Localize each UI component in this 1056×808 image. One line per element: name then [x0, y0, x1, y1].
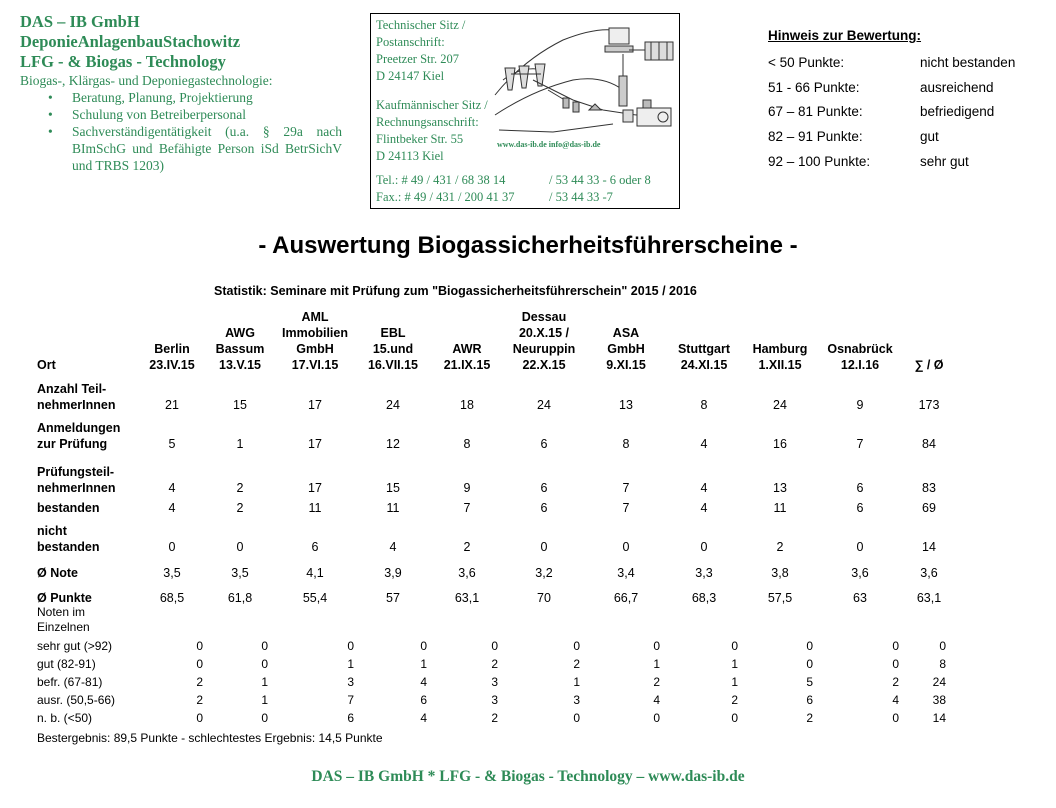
- table-cell: 2: [776, 540, 784, 554]
- rating-row: [768, 55, 1048, 80]
- column-header: 1.XII.15: [758, 358, 802, 372]
- table-cell: 8: [700, 398, 708, 412]
- detail-cell: 0: [196, 711, 203, 725]
- table-cell: 17: [308, 481, 322, 495]
- detail-cell: 6: [806, 693, 813, 707]
- detail-cell: 3: [573, 693, 580, 707]
- table-cell: 83: [922, 481, 936, 495]
- table-cell: 15: [233, 398, 247, 412]
- table-cell: 61,8: [227, 591, 253, 605]
- column-header: Osnabrück: [827, 342, 893, 356]
- biogas-plant-illustration-icon: [493, 20, 677, 138]
- detail-cell: 24: [932, 675, 946, 689]
- table-cell: 63,1: [916, 591, 942, 605]
- rating-range: 82 – 91 Punkte:: [768, 129, 863, 145]
- rating-row: [768, 129, 1048, 154]
- row-label: bestanden: [37, 540, 100, 554]
- fax-left: Fax.: # 49 / 431 / 200 41 37: [376, 190, 515, 204]
- table-cell: 4: [700, 481, 708, 495]
- rating-grade: gut: [920, 129, 939, 145]
- column-header: 20.X.15 /: [518, 326, 570, 340]
- fax-right: / 53 44 33 -7: [549, 190, 613, 204]
- table-cell: 4: [168, 481, 176, 495]
- comm-address-line: Kaufmännischer Sitz /: [376, 98, 488, 112]
- row-label: Anzahl Teil-: [37, 382, 107, 396]
- rating-row: [768, 104, 1048, 129]
- comm-address-line: D 24113 Kiel: [376, 149, 444, 163]
- detail-cell: 0: [731, 711, 738, 725]
- detail-row-label: ausr. (50,5-66): [37, 693, 116, 707]
- detail-cell: 1: [573, 675, 580, 689]
- column-header: 15.und: [372, 342, 414, 356]
- web-email: www.das-ib.de info@das-ib.de: [497, 140, 601, 149]
- table-cell: 24: [386, 398, 400, 412]
- tel-right: / 53 44 33 - 6 oder 8: [549, 173, 651, 187]
- detail-cell: 6: [347, 711, 354, 725]
- table-cell: 6: [540, 481, 548, 495]
- detail-cell: 1: [261, 675, 268, 689]
- column-header: 22.X.15: [522, 358, 566, 372]
- column-header: Stuttgart: [677, 342, 731, 356]
- table-cell: 3,6: [458, 566, 476, 580]
- detail-cell: 2: [196, 693, 203, 707]
- detail-cell: 7: [347, 693, 354, 707]
- table-cell: 21: [165, 398, 179, 412]
- detail-cell: 0: [196, 639, 203, 653]
- column-header: 24.XI.15: [680, 358, 728, 372]
- column-header: 12.I.16: [840, 358, 880, 372]
- table-cell: 4: [168, 501, 176, 515]
- table-cell: 7: [463, 501, 471, 515]
- tel-left: Tel.: # 49 / 431 / 68 38 14: [376, 173, 506, 187]
- detail-cell: 0: [573, 711, 580, 725]
- detail-cell: 4: [420, 675, 427, 689]
- detail-cell: 0: [491, 639, 498, 653]
- tech-address-line: D 24147 Kiel: [376, 69, 445, 83]
- statistics-subtitle: Statistik: Seminare mit Prüfung zum "Biogassicherheitsführerschein" 2015 / 2016: [214, 284, 697, 298]
- comm-address-line: Flintbeker Str. 55: [376, 132, 464, 146]
- detail-row-label: sehr gut (>92): [37, 639, 113, 653]
- table-cell: 57,5: [767, 591, 793, 605]
- column-header-ort: Ort: [37, 358, 56, 372]
- rating-range: < 50 Punkte:: [768, 55, 845, 70]
- detail-cell: 2: [731, 693, 738, 707]
- service-item: • Sachverständigentätigkeit (u.a. § 29a nach BImSchG und Befähigte Person iSd BetrSichV und TRBS 1203): [72, 123, 342, 174]
- table-cell: 3,6: [920, 566, 938, 580]
- table-cell: 6: [540, 437, 548, 451]
- column-header: AWR: [452, 342, 482, 356]
- table-cell: 6: [311, 540, 319, 554]
- detail-heading: Noten im: [37, 605, 86, 619]
- detail-cell: 0: [573, 639, 580, 653]
- column-header: GmbH: [607, 342, 645, 356]
- rating-hint: [768, 28, 1048, 178]
- table-cell: 70: [537, 591, 551, 605]
- detail-cell: 0: [261, 711, 268, 725]
- table-cell: 3,8: [771, 566, 789, 580]
- detail-cell: 0: [892, 657, 899, 671]
- table-cell: 2: [236, 501, 244, 515]
- row-label: nicht: [37, 524, 67, 538]
- table-cell: 24: [537, 398, 551, 412]
- detail-cell: 3: [491, 693, 498, 707]
- table-cell: 4: [389, 540, 397, 554]
- company-block: [20, 12, 342, 174]
- column-header: Hamburg: [752, 342, 808, 356]
- detail-cell: 0: [261, 657, 268, 671]
- rating-grade: sehr gut: [920, 153, 969, 169]
- table-cell: 7: [622, 501, 630, 515]
- detail-cell: 1: [347, 657, 354, 671]
- detail-cell: 1: [731, 657, 738, 671]
- page-footer: DAS – IB GmbH * LFG - & Biogas - Technology – www.das-ib.de: [311, 768, 745, 785]
- table-cell: 0: [856, 540, 864, 554]
- table-cell: 4,1: [306, 566, 324, 580]
- detail-cell: 38: [932, 693, 946, 707]
- column-header: 16.VII.15: [367, 358, 419, 372]
- table-cell: 63,1: [454, 591, 480, 605]
- service-item: • Beratung, Planung, Projektierung: [72, 89, 342, 106]
- services-list: [20, 89, 342, 174]
- table-cell: 24: [773, 398, 787, 412]
- table-cell: 8: [622, 437, 630, 451]
- detail-cell: 1: [731, 675, 738, 689]
- column-header: AWG: [225, 326, 255, 340]
- rating-grade: nicht bestanden: [920, 55, 1016, 70]
- table-cell: 5: [168, 437, 176, 451]
- table-cell: 4: [700, 501, 708, 515]
- row-label: bestanden: [37, 501, 100, 515]
- detail-cell: 1: [653, 657, 660, 671]
- table-cell: 0: [622, 540, 630, 554]
- table-cell: 3,5: [163, 566, 181, 580]
- detail-heading: Einzelnen: [37, 620, 90, 634]
- row-label: Prüfungsteil-: [37, 465, 115, 479]
- table-cell: 69: [922, 501, 936, 515]
- rating-hint-title: Hinweis zur Bewertung:: [768, 28, 922, 43]
- table-cell: 68,3: [691, 591, 717, 605]
- row-label: Ø Note: [37, 566, 78, 580]
- detail-cell: 0: [892, 711, 899, 725]
- table-cell: 11: [308, 501, 322, 515]
- column-header: Bassum: [215, 342, 265, 356]
- detail-cell: 0: [653, 639, 660, 653]
- detail-cell: 8: [939, 657, 946, 671]
- column-header: 21.IX.15: [443, 358, 491, 372]
- table-cell: 2: [463, 540, 471, 554]
- table-cell: 84: [922, 437, 936, 451]
- detail-cell: 0: [939, 639, 946, 653]
- detail-cell: 2: [892, 675, 899, 689]
- table-cell: 18: [460, 398, 474, 412]
- table-cell: 173: [918, 398, 940, 412]
- detail-cell: 2: [196, 675, 203, 689]
- table-cell: 63: [853, 591, 867, 605]
- rating-grade: befriedigend: [920, 104, 995, 120]
- detail-cell: 3: [347, 675, 354, 689]
- detail-row-label: n. b. (<50): [37, 711, 93, 725]
- detail-cell: 6: [420, 693, 427, 707]
- detail-cell: 2: [573, 657, 580, 671]
- column-header: Dessau: [521, 310, 567, 324]
- detail-cell: 0: [420, 639, 427, 653]
- table-cell: 6: [856, 501, 864, 515]
- row-label: Anmeldungen: [37, 421, 121, 435]
- table-cell: 57: [386, 591, 400, 605]
- table-cell: 0: [540, 540, 548, 554]
- detail-cell: 5: [806, 675, 813, 689]
- tech-address-line: Preetzer Str. 207: [376, 52, 459, 66]
- detail-cell: 0: [806, 657, 813, 671]
- table-cell: 3,4: [617, 566, 635, 580]
- column-header: 23.IV.15: [149, 358, 195, 372]
- row-label: nehmerInnen: [37, 481, 116, 495]
- page-title: - Auswertung Biogassicherheitsführerscheine -: [258, 232, 798, 259]
- detail-cell: 14: [932, 711, 946, 725]
- table-cell: 3,3: [695, 566, 713, 580]
- table-cell: 66,7: [613, 591, 639, 605]
- table-cell: 0: [168, 540, 176, 554]
- tech-address-line: Technischer Sitz /: [376, 18, 466, 32]
- table-cell: 11: [773, 501, 787, 515]
- detail-cell: 3: [491, 675, 498, 689]
- table-cell: 3,2: [535, 566, 553, 580]
- column-header: 9.XI.15: [606, 358, 646, 372]
- column-header: EBL: [380, 326, 406, 340]
- table-cell: 3,5: [231, 566, 249, 580]
- table-cell: 17: [308, 437, 322, 451]
- table-cell: 9: [856, 398, 864, 412]
- detail-cell: 2: [653, 675, 660, 689]
- service-item: • Schulung von Betreiberpersonal: [72, 106, 342, 123]
- column-header: Berlin: [154, 342, 190, 356]
- company-name-line: DAS – IB GmbH: [20, 12, 140, 31]
- detail-cell: 4: [653, 693, 660, 707]
- company-subtitle: Biogas-, Klärgas- und Deponiegastechnologie:: [20, 73, 273, 88]
- column-header: AML: [301, 310, 329, 324]
- address-box: [370, 13, 680, 209]
- detail-cell: 2: [491, 657, 498, 671]
- detail-cell: 2: [491, 711, 498, 725]
- column-header: Immobilien: [282, 326, 348, 340]
- detail-cell: 0: [806, 639, 813, 653]
- column-header: GmbH: [296, 342, 334, 356]
- table-cell: 3,6: [851, 566, 869, 580]
- table-cell: 8: [463, 437, 471, 451]
- table-cell: 15: [386, 481, 400, 495]
- table-cell: 1: [236, 437, 244, 451]
- table-cell: 55,4: [302, 591, 328, 605]
- detail-row-label: gut (82-91): [37, 657, 96, 671]
- column-header: ASA: [612, 326, 640, 340]
- rating-range: 92 – 100 Punkte:: [768, 153, 871, 169]
- detail-cell: 0: [892, 639, 899, 653]
- table-cell: 6: [540, 501, 548, 515]
- column-header: 13.V.15: [219, 358, 261, 372]
- table-cell: 13: [619, 398, 633, 412]
- table-cell: 68,5: [159, 591, 185, 605]
- table-cell: 4: [700, 437, 708, 451]
- row-label: nehmerInnen: [37, 398, 116, 412]
- detail-cell: 0: [653, 711, 660, 725]
- rating-range: 67 – 81 Punkte:: [768, 104, 863, 120]
- detail-cell: 4: [892, 693, 899, 707]
- table-cell: 2: [236, 481, 244, 495]
- table-cell: 16: [773, 437, 787, 451]
- rating-row: [768, 154, 1048, 179]
- table-cell: 3,9: [384, 566, 402, 580]
- table-cell: 6: [856, 481, 864, 495]
- detail-cell: 1: [420, 657, 427, 671]
- detail-row-label: befr. (67-81): [37, 675, 103, 689]
- detail-cell: 2: [806, 711, 813, 725]
- table-cell: 11: [386, 501, 400, 515]
- company-name-line: DeponieAnlagenbauStachowitz: [20, 32, 241, 51]
- table-cell: 9: [463, 481, 471, 495]
- table-cell: 0: [700, 540, 708, 554]
- table-cell: 7: [856, 437, 864, 451]
- table-cell: 17: [308, 398, 322, 412]
- company-name-line: LFG - & Biogas - Technology: [20, 52, 226, 71]
- column-header: Neuruppin: [512, 342, 576, 356]
- best-worst-result: Bestergebnis: 89,5 Punkte - schlechtestes Ergebnis: 14,5 Punkte: [37, 731, 383, 745]
- table-cell: 7: [622, 481, 630, 495]
- detail-cell: 0: [196, 657, 203, 671]
- detail-cell: 1: [261, 693, 268, 707]
- detail-cell: 0: [347, 639, 354, 653]
- row-label: zur Prüfung: [37, 437, 108, 451]
- rating-range: 51 - 66 Punkte:: [768, 79, 860, 95]
- table-cell: 14: [922, 540, 936, 554]
- table-cell: 0: [236, 540, 244, 554]
- table-cell: 13: [773, 481, 787, 495]
- detail-cell: 4: [420, 711, 427, 725]
- rating-grade: ausreichend: [920, 79, 994, 95]
- table-cell: 12: [386, 437, 400, 451]
- detail-cell: 0: [261, 639, 268, 653]
- rating-row: [768, 80, 1048, 105]
- tech-address-line: Postanschrift:: [376, 35, 445, 49]
- comm-address-line: Rechnungsanschrift:: [376, 115, 479, 129]
- column-header: 17.VI.15: [291, 358, 339, 372]
- row-label: Ø Punkte: [37, 591, 92, 605]
- column-header: ∑ / Ø: [914, 358, 944, 372]
- detail-cell: 0: [731, 639, 738, 653]
